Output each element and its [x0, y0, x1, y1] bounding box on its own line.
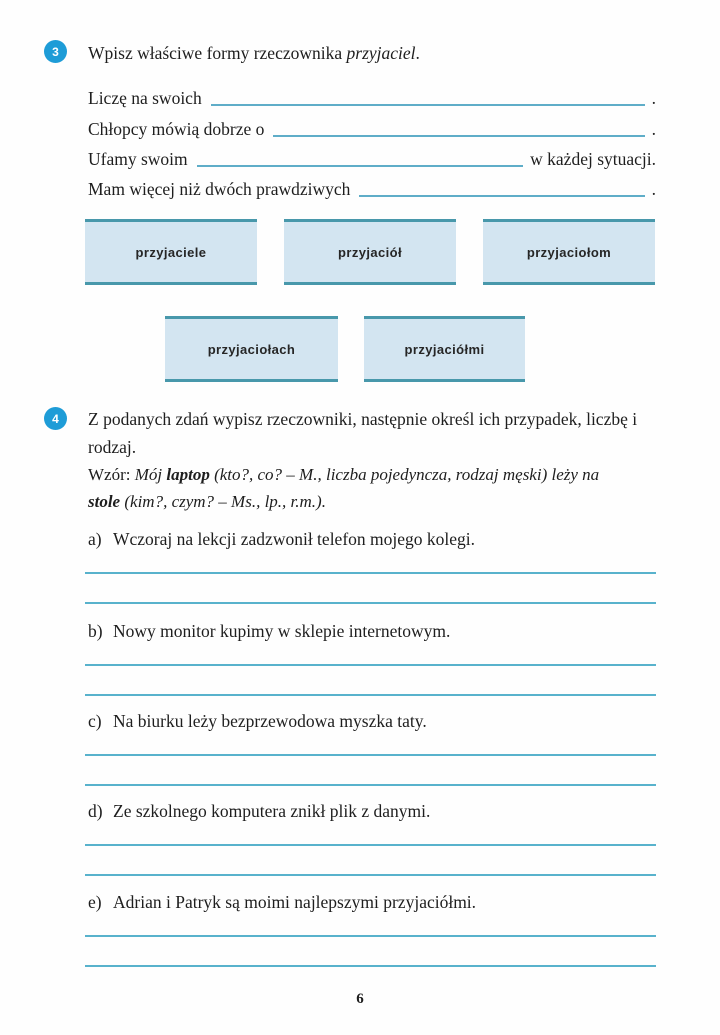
sentence-item-e [85, 891, 656, 967]
word-box-przyjaciele: przyjaciele [85, 219, 257, 285]
page-number: 6 [356, 991, 364, 1007]
item-c-letter: c) [88, 711, 102, 731]
answer-line [85, 844, 656, 846]
fill-in-row-2 [88, 118, 656, 140]
fill-in-row-1 [88, 87, 656, 109]
answer-line [85, 664, 656, 666]
exercise-4-example [88, 461, 626, 515]
fill-in-blank-line [359, 195, 644, 197]
word-box-row-2 [165, 316, 525, 382]
word-box-przyjaciolmi: przyjaciółmi [364, 316, 525, 382]
sentence-item-a [85, 528, 656, 604]
word-box-przyjaciolach: przyjaciołach [165, 316, 338, 382]
item-d-sentence: Ze szkolnego komputera znikł plik z danymi. [113, 801, 431, 821]
fill-in-row-2-suffix: . [651, 119, 656, 139]
word-box-row-1 [85, 219, 655, 285]
fill-in-row-4-label: Mam więcej niż dwóch prawdziwych [88, 179, 351, 199]
fill-in-row-3 [88, 148, 656, 170]
example-italic-3: (kim?, czym? – Ms., lp., r.m.). [120, 492, 326, 511]
example-bold-word-1: laptop [166, 465, 210, 484]
fill-in-blank-line [273, 135, 644, 137]
fill-in-row-1-label: Liczę na swoich [88, 88, 202, 108]
fill-in-row-3-suffix: w każdej sytuacji. [530, 149, 656, 169]
fill-in-blank-line [211, 104, 645, 106]
item-e-letter: e) [88, 892, 102, 912]
exercise-4-title: Z podanych zdań wypisz rzeczowniki, następnie określ ich przypadek, liczbę i rodzaj. [88, 409, 638, 457]
answer-line [85, 602, 656, 604]
fill-in-row-1-suffix: . [651, 88, 656, 108]
fill-in-row-4-suffix: . [651, 179, 656, 199]
answer-line [85, 572, 656, 574]
sentence-item-c [85, 710, 656, 786]
answer-line [85, 694, 656, 696]
answer-line [85, 754, 656, 756]
example-bold-word-2: stole [88, 492, 121, 511]
fill-in-blank-line [197, 165, 523, 167]
example-label: Wzór: [88, 465, 135, 484]
fill-in-row-3-label: Ufamy swoim [88, 149, 188, 169]
example-italic-1: Mój [134, 465, 167, 484]
item-a-sentence: Wczoraj na lekcji zadzwonił telefon mojego kolegi. [113, 529, 476, 549]
item-b-sentence: Nowy monitor kupimy w sklepie internetowym. [113, 621, 451, 641]
fill-in-row-2-label: Chłopcy mówią dobrze o [88, 119, 265, 139]
exercise-3-title [88, 42, 688, 64]
exercise-3-number-badge: 3 [44, 40, 67, 63]
exercise-3-title-period: . [415, 43, 420, 63]
item-c-sentence: Na biurku leży bezprzewodowa myszka taty. [113, 711, 427, 731]
word-box-przyjaciolom: przyjaciołom [483, 219, 655, 285]
item-b-letter: b) [88, 621, 103, 641]
item-e-sentence: Adrian i Patryk są moimi najlepszymi przyjaciółmi. [113, 892, 477, 912]
exercise-4-number-badge: 4 [44, 407, 67, 430]
fill-in-row-4 [88, 178, 656, 200]
item-d-letter: d) [88, 801, 103, 821]
exercise-3-title-word-italic: przyjaciel [346, 43, 416, 63]
exercise-3-title-text: Wpisz właściwe formy rzeczownika [88, 43, 347, 63]
sentence-item-d [85, 800, 656, 876]
item-a-letter: a) [88, 529, 102, 549]
answer-line [85, 784, 656, 786]
answer-line [85, 965, 656, 967]
answer-line [85, 935, 656, 937]
sentence-item-b [85, 620, 656, 696]
word-box-przyjaciol: przyjaciół [284, 219, 456, 285]
answer-line [85, 874, 656, 876]
example-italic-2: (kto?, co? – M., liczba pojedyncza, rodzaj męski) leży na [209, 465, 600, 484]
